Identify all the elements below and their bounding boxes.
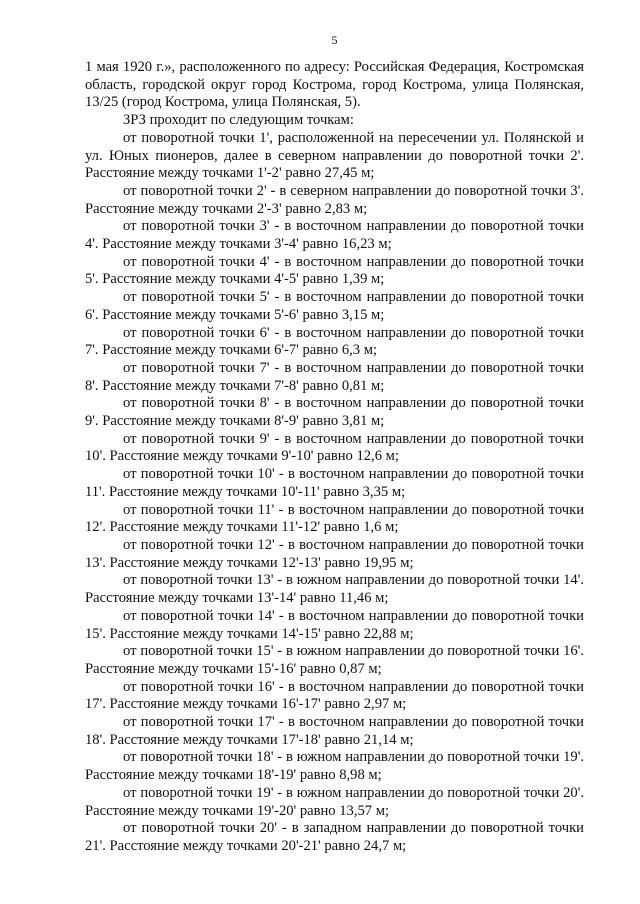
paragraph-point-11: от поворотной точки 11' - в восточном направлении до поворотной точки 12'. Расстояние между точками 11'-12' равно 1,6 м;	[85, 501, 584, 536]
paragraph-zrz-intro: ЗРЗ проходит по следующим точкам:	[123, 112, 354, 129]
paragraph-point-6: от поворотной точки 6' - в восточном направлении до поворотной точки 7'. Расстояние между точками 6'-7' равно 6,3 м;	[85, 324, 584, 359]
paragraph-point-19: от поворотной точки 19' - в южном направлении до поворотной точки 20'. Расстояние между точками 19'-20' равно 13,57 м;	[85, 784, 584, 819]
paragraph-point-12: от поворотной точки 12' - в восточном направлении до поворотной точки 13'. Расстояние между точками 12'-13' равно 19,95 м;	[85, 536, 584, 571]
paragraph-point-20: от поворотной точки 20' - в западном направлении до поворотной точки 21'. Расстояние между точками 20'-21' равно 24,7 м;	[85, 820, 584, 854]
paragraph-point-8: от поворотной точки 8' - в восточном направлении до поворотной точки 9'. Расстояние между точками 8'-9' равно 3,81 м;	[85, 395, 584, 430]
paragraph-point-2: от поворотной точки 2' - в северном направлении до поворотной точки 3'. Расстояние между точками 2'-3' равно 2,83 м;	[85, 182, 584, 217]
paragraph-point-3: от поворотной точки 3' - в восточном направлении до поворотной точки 4'. Расстояние между точками 3'-4' равно 16,23 м;	[85, 218, 584, 253]
page-number: 5	[331, 33, 338, 47]
paragraph-point-5: от поворотной точки 5' - в восточном направлении до поворотной точки 6'. Расстояние между точками 5'-6' равно 3,15 м;	[85, 289, 584, 323]
paragraph-point-14: от поворотной точки 14' - в восточном направлении до поворотной точки 15'. Расстояние между точками 14'-15' равно 22,88 м;	[85, 607, 584, 642]
paragraph-point-10: от поворотной точки 10' - в восточном направлении до поворотной точки 11'. Расстояние между точками 10'-11' равно 3,35 м;	[85, 466, 584, 500]
paragraph-point-9: от поворотной точки 9' - в восточном направлении до поворотной точки 10'. Расстояние между точками 9'-10' равно 12,6 м;	[85, 430, 584, 465]
paragraph-point-15: от поворотной точки 15' - в южном направлении до поворотной точки 16'. Расстояние между точками 15'-16' равно 0,87 м;	[85, 643, 584, 677]
paragraph-address-continuation: 1 мая 1920 г.», расположенного по адресу: Российская Федерация, Костромская область, городской округ город Кострома, город Кострома, улица Полянская, 13/25 (город Кострома, улица Полянская, 5).	[85, 59, 584, 111]
paragraph-point-1: от поворотной точки 1', расположенной на пересечении ул. Полянской и ул. Юных пионеров, далее в северном направлении до поворотной точки 2'. Расстояние между точками 1'-2' равно 27,45 м;	[85, 129, 584, 182]
document-body	[85, 59, 584, 856]
paragraph-point-7: от поворотной точки 7' - в восточном направлении до поворотной точки 8'. Расстояние между точками 7'-8' равно 0,81 м;	[85, 359, 584, 394]
paragraph-point-13: от поворотной точки 13' - в южном направлении до поворотной точки 14'. Расстояние между точками 13'-14' равно 11,46 м;	[85, 572, 584, 607]
paragraph-point-16: от поворотной точки 16' - в восточном направлении до поворотной точки 17'. Расстояние между точками 16'-17' равно 2,97 м;	[85, 678, 584, 713]
paragraph-point-4: от поворотной точки 4' - в восточном направлении до поворотной точки 5'. Расстояние между точками 4'-5' равно 1,39 м;	[85, 253, 584, 288]
paragraph-point-18: от поворотной точки 18' - в южном направлении до поворотной точки 19'. Расстояние между точками 18'-19' равно 8,98 м;	[85, 749, 584, 784]
paragraph-point-17: от поворотной точки 17' - в восточном направлении до поворотной точки 18'. Расстояние между точками 17'-18' равно 21,14 м;	[85, 714, 584, 748]
